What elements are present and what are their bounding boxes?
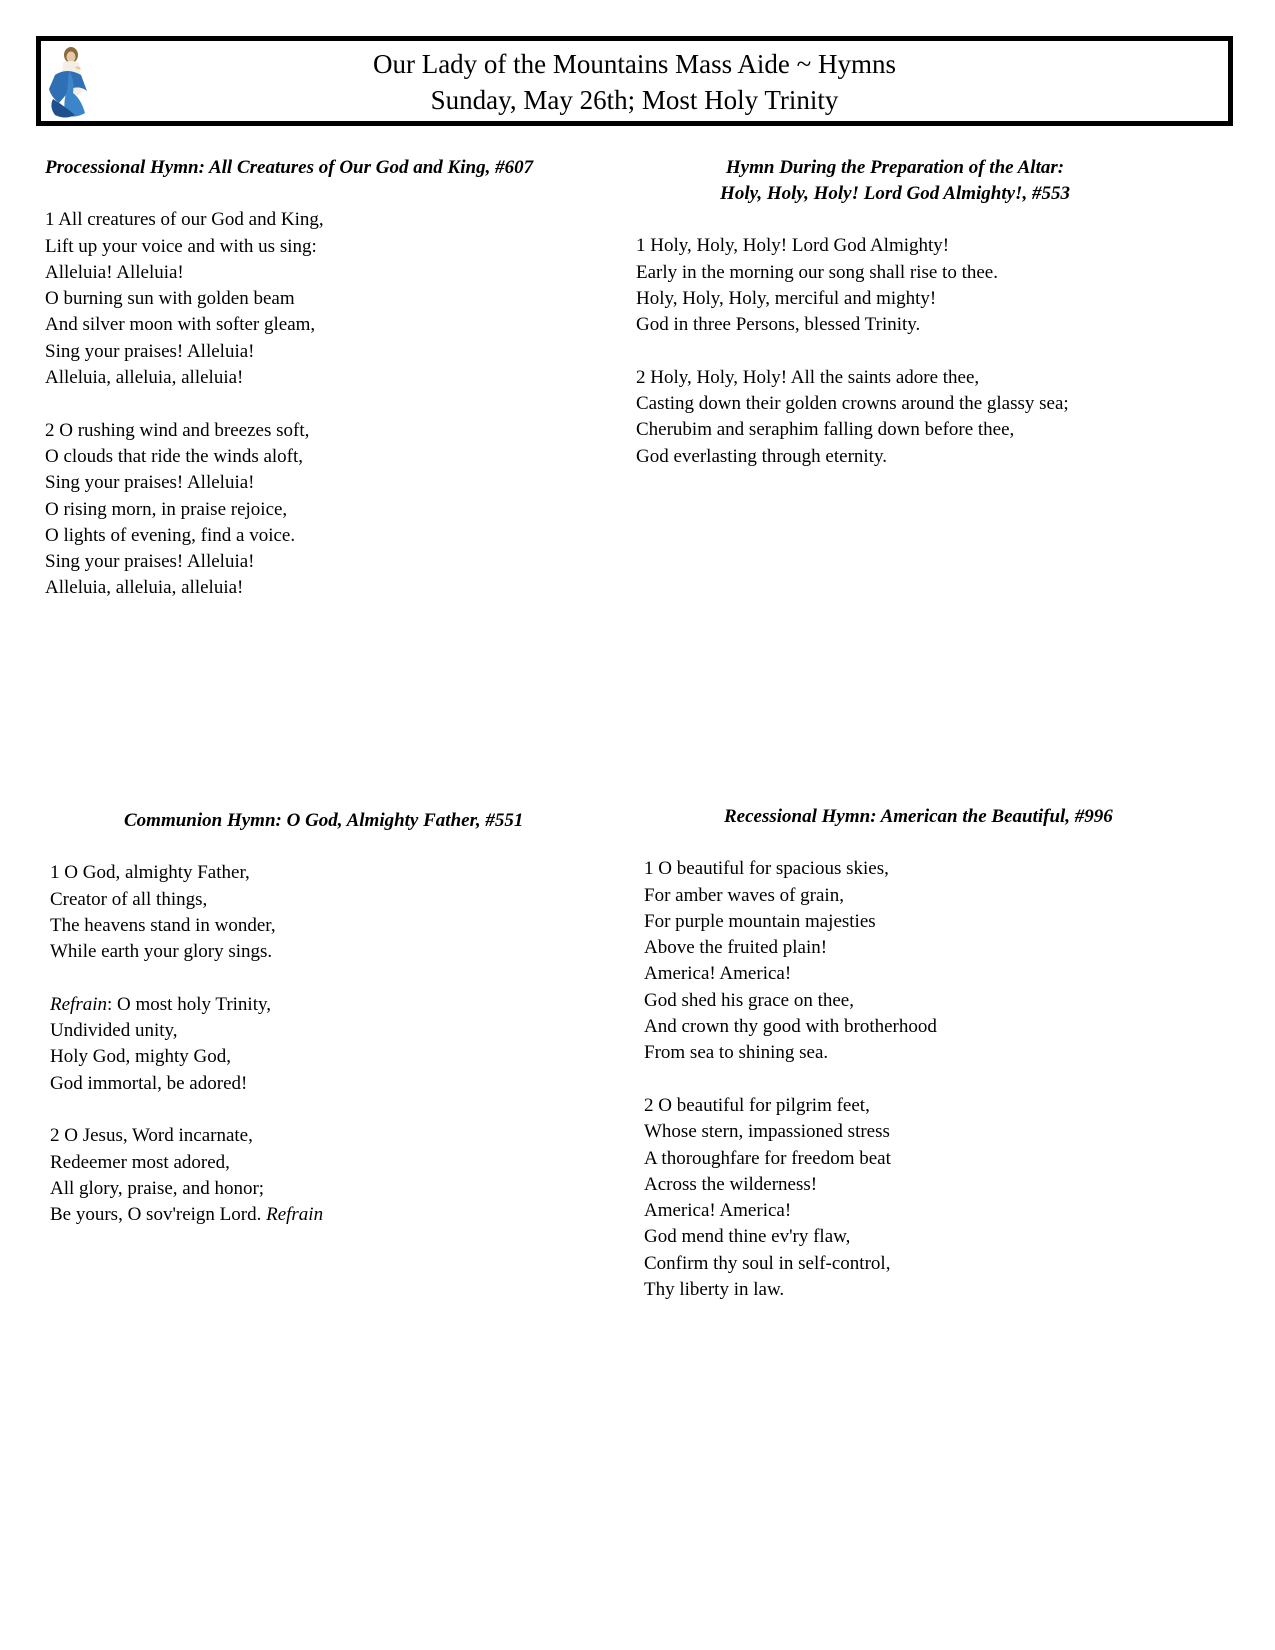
- lyric-line: From sea to shining sea.: [644, 1042, 829, 1064]
- processional-hymn: [45, 155, 533, 602]
- lyric-line: God immortal, be adored!: [50, 1072, 248, 1094]
- preparation-hymn-title-line1: Hymn During the Preparation of the Altar:: [725, 157, 1065, 178]
- lyric-line: O lights of evening, find a voice.: [45, 524, 296, 546]
- lyric-line: Thy liberty in law.: [644, 1279, 785, 1301]
- lyric-line: Above the fruited plain!: [644, 937, 828, 959]
- lyric-line: God in three Persons, blessed Trinity.: [636, 314, 921, 336]
- lyric-line: O clouds that ride the winds aloft,: [45, 445, 304, 467]
- page-subtitle: Sunday, May 26th; Most Holy Trinity: [430, 85, 839, 115]
- lyric-line: God everlasting through eternity.: [636, 445, 887, 467]
- lyric-line: And crown thy good with brotherhood: [644, 1016, 937, 1038]
- lyric-line: Lift up your voice and with us sing:: [45, 235, 317, 257]
- lyric-line: Alleluia, alleluia, alleluia!: [45, 577, 244, 599]
- lyric-line: Whose stern, impassioned stress: [644, 1121, 890, 1143]
- lyric-line: 2 O Jesus, Word incarnate,: [50, 1125, 253, 1147]
- processional-hymn-title: Processional Hymn: All Creatures of Our God and King, #607: [45, 157, 534, 178]
- lyric-line: God mend thine ev'ry flaw,: [644, 1226, 851, 1248]
- lyric-line: America! America!: [644, 963, 792, 985]
- lyric-line: Sing your praises! Alleluia!: [45, 340, 255, 362]
- lyric-line: O rising morn, in praise rejoice,: [45, 498, 288, 520]
- lyric-line: 2 O beautiful for pilgrim feet,: [644, 1094, 870, 1116]
- lyric-line: O burning sun with golden beam: [45, 288, 295, 310]
- lyric-line: Creator of all things,: [50, 888, 208, 910]
- lyric-line: And silver moon with softer gleam,: [45, 314, 316, 336]
- preparation-hymn: [636, 155, 1155, 470]
- lyric-line: God shed his grace on thee,: [644, 989, 854, 1011]
- verse2-last-text: Be yours, O sov'reign Lord.: [50, 1204, 267, 1226]
- refrain-first-text: : O most holy Trinity,: [107, 993, 272, 1015]
- lyric-line: Undivided unity,: [50, 1020, 178, 1042]
- recessional-hymn: [644, 804, 1113, 1303]
- refrain-label: Refrain: [50, 993, 107, 1015]
- lyric-line: Sing your praises! Alleluia!: [45, 472, 255, 494]
- lyric-line: 1 O God, almighty Father,: [50, 862, 250, 884]
- lyric-line: Holy, Holy, Holy, merciful and mighty!: [636, 287, 937, 309]
- lyric-line: Cherubim and seraphim falling down before thee,: [636, 419, 1015, 441]
- lyric-line: Early in the morning our song shall rise to thee.: [636, 261, 998, 283]
- refrain-first-line: [50, 992, 523, 1018]
- lyric-line: Across the wilderness!: [644, 1173, 818, 1195]
- header-box: [36, 36, 1233, 126]
- communion-hymn: [50, 808, 523, 1228]
- lyric-line: 2 O rushing wind and breezes soft,: [45, 419, 310, 441]
- lyric-line: Sing your praises! Alleluia!: [45, 551, 255, 573]
- lyric-line: For amber waves of grain,: [644, 884, 844, 906]
- lyric-line: Casting down their golden crowns around the glassy sea;: [636, 393, 1069, 415]
- communion-hymn-title: Communion Hymn: O God, Almighty Father, #551: [124, 810, 524, 831]
- lyric-line: While earth your glory sings.: [50, 941, 273, 963]
- lyric-line: A thoroughfare for freedom beat: [644, 1147, 891, 1169]
- lyric-line: Alleluia, alleluia, alleluia!: [45, 367, 244, 389]
- lyric-line: 1 O beautiful for spacious skies,: [644, 858, 889, 880]
- lyric-line: America! America!: [644, 1200, 792, 1222]
- lyric-line: Holy God, mighty God,: [50, 1046, 232, 1068]
- lyric-line: 1 Holy, Holy, Holy! Lord God Almighty!: [636, 235, 950, 257]
- recessional-hymn-title: Recessional Hymn: American the Beautiful, #996: [724, 806, 1113, 827]
- verse2-last-line: [50, 1202, 523, 1228]
- refrain-cue: Refrain: [266, 1204, 324, 1226]
- lyric-line: For purple mountain majesties: [644, 910, 876, 932]
- page-title: Our Lady of the Mountains Mass Aide ~ Hymns: [372, 49, 897, 79]
- lyric-line: Alleluia! Alleluia!: [45, 261, 184, 283]
- lyric-line: The heavens stand in wonder,: [50, 914, 276, 936]
- lyric-line: 1 All creatures of our God and King,: [45, 209, 324, 231]
- lyric-line: All glory, praise, and honor;: [50, 1177, 265, 1199]
- lyric-line: 2 Holy, Holy, Holy! All the saints adore thee,: [636, 366, 980, 388]
- preparation-hymn-title-line2: Holy, Holy, Holy! Lord God Almighty!, #553: [720, 183, 1070, 204]
- lyric-line: Confirm thy soul in self-control,: [644, 1252, 891, 1274]
- lyric-line: Redeemer most adored,: [50, 1151, 230, 1173]
